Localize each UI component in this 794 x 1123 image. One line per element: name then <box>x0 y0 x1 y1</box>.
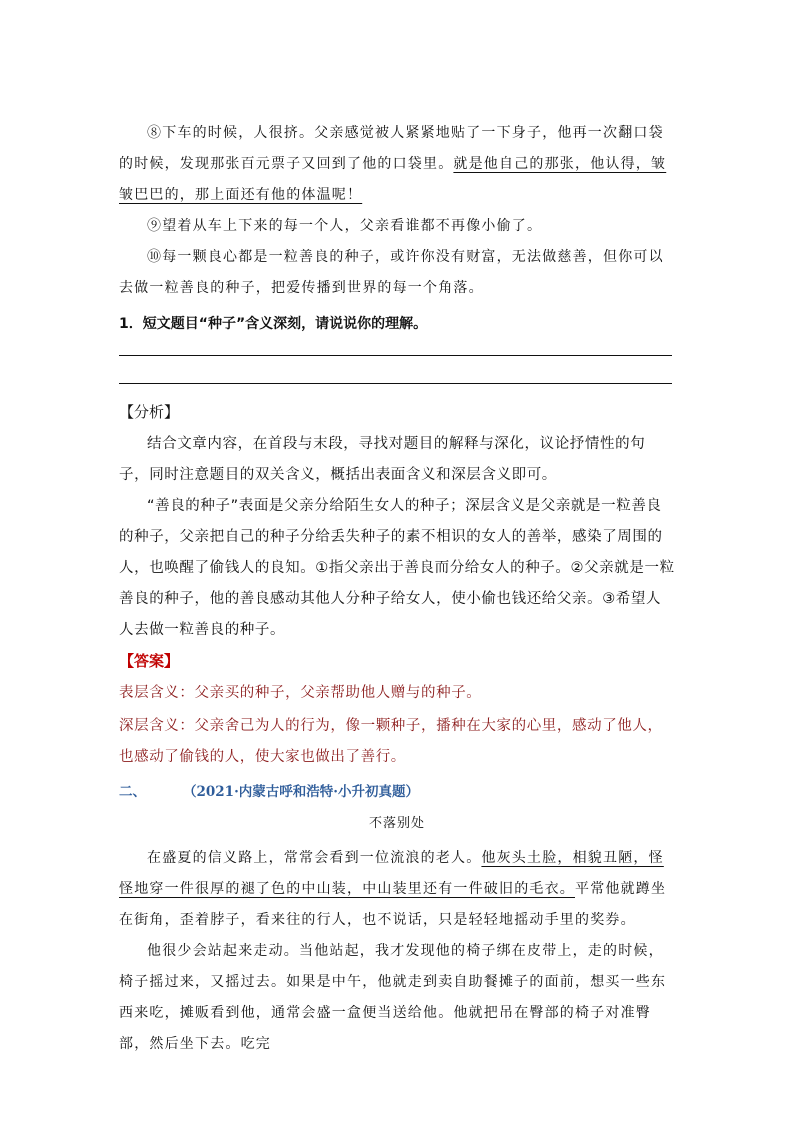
answer-heading: 【答案】 <box>119 652 180 670</box>
paragraph-8 <box>119 118 675 211</box>
analysis-paragraph-2: “善良的种子”表面是父亲分给陌生女人的种子；深层含义是父亲就是一粒善良的种子，父亲把自己的种子分给丢失种子的素不相识的女人的善举，感染了周围的人，也唤醒了偷钱人的良知。①指父亲出于善良而分给女人的种子。②父亲就是一粒善良的种子，他的善良感动其他人分种子给女人，使小偷也钱还给父亲。③希望人人去做一粒善良的种子。 <box>119 498 675 638</box>
passage2-paragraph-2: 他很少会站起来走动。当他站起，我才发现他的椅子绑在皮带上，走的时候，椅子摇过来，又摇过去。如果是中午，他就走到卖自助餐摊子的面前，想买一些东西来吃，摊贩看到他，通常会盛一盒便当送给他。他就把吊在臀部的椅子对准臀部，然后坐下去。吃完 <box>119 943 667 1052</box>
paragraph-10: ⑩每一颗良心都是一粒善良的种子，或许你没有财富，无法做慈善，但你可以去做一粒善良的种子，把爱传播到世界的每一个角落。 <box>119 249 664 296</box>
paragraph-8-text: ⑧下车的时候，人很挤。父亲感觉被人紧紧地贴了一下身子，他再一次翻口袋的时候，发现那张百元票子又回到了他的口袋里。 <box>119 125 664 172</box>
paragraph-8-underlined: 就是他自己的那张，他认得，皱皱巴巴的，那上面还有他的体温呢！ <box>119 156 667 203</box>
paragraph-9: ⑨望着从车上下来的每一个人，父亲看谁都不再像小偷了。 <box>147 218 543 234</box>
section-number: 二、 <box>119 784 146 800</box>
passage2-p1-underlined: 他灰头土脸，相貌丑陋，怪怪地穿一件很厚的褪了色的中山装，中山装里还有一件破旧的毛衣。 <box>119 850 664 897</box>
answer-blank-line-2 <box>119 383 672 384</box>
answer-blank-line-1 <box>119 355 672 356</box>
answer-line-surface: 表层含义：父亲买的种子，父亲帮助他人赠与的种子。 <box>119 685 482 701</box>
section-source: （2021·内蒙古呼和浩特·小升初真题） <box>183 784 419 800</box>
answer-line-deep: 深层含义：父亲舍己为人的行为，像一颗种子，播种在大家的心里，感动了他人，也感动了偷钱的人，使大家也做出了善行。 <box>119 718 663 765</box>
passage2-p1-text: 在盛夏的信义路上，常常会看到一位流浪的老人。 <box>147 850 482 866</box>
passage2-paragraph-1 <box>119 843 675 936</box>
question-1: 1．短文题目“种子”含义深刻，请说说你的理解。 <box>119 316 428 332</box>
passage-title: 不落别处 <box>368 816 425 831</box>
analysis-paragraph-1: 结合文章内容，在首段与末段，寻找对题目的解释与深化，议论抒情性的句子，同时注意题目的双关含义，概括出表面含义和深层含义即可。 <box>119 436 646 483</box>
section-2-header <box>119 781 675 803</box>
analysis-heading: 【分析】 <box>119 403 180 421</box>
passage2-p1-post: 平常他就蹲坐在街角，歪着脖子，看来往的行人，也不说话，只是轻轻地摇动手里的奖券。 <box>119 881 667 928</box>
document-page <box>119 118 675 1060</box>
